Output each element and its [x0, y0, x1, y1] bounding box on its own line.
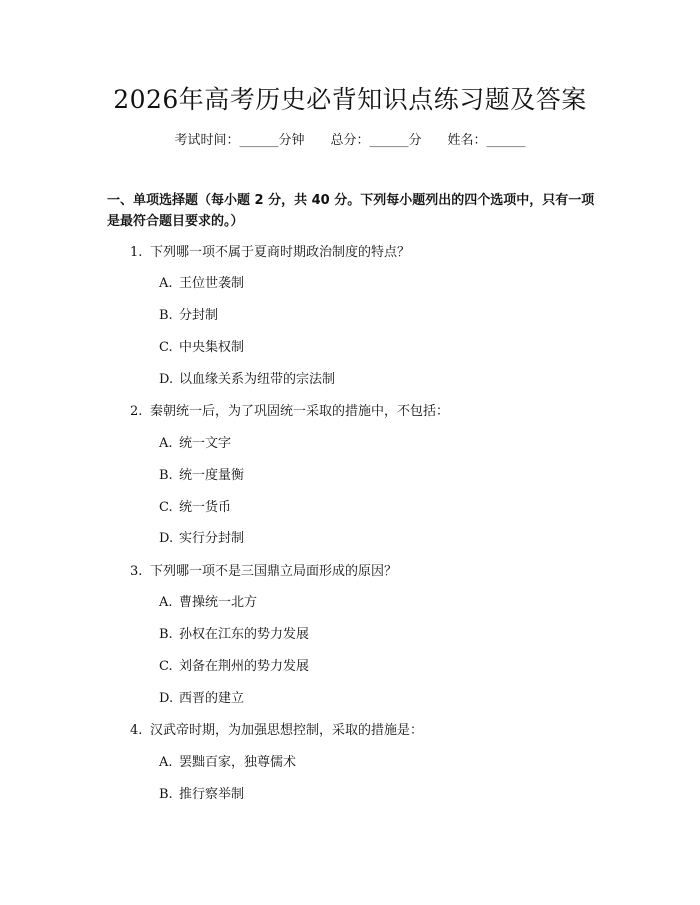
question-3-option-b: [159, 626, 309, 644]
question-4-option-a: [159, 754, 296, 772]
question-2-option-b: [159, 467, 244, 485]
question-2-option-a: [159, 435, 231, 453]
option-text: 分封制: [179, 308, 219, 323]
option-text: 王位世袭制: [179, 276, 245, 291]
question-text: 汉武帝时期，为加强思想控制，采取的措施是：: [150, 723, 424, 738]
option-text: 曹操统一北方: [179, 595, 258, 610]
question-4-option-b: [159, 786, 244, 804]
option-text: 罢黜百家，独尊儒术: [179, 755, 297, 770]
option-letter: A.: [159, 595, 173, 610]
option-text: 以血缘关系为纽带的宗法制: [179, 372, 336, 387]
page-title: 2026年高考历史必背知识点练习题及答案: [113, 85, 587, 114]
option-letter: C.: [159, 500, 173, 515]
option-letter: A.: [159, 436, 173, 451]
question-3-option-a: [159, 594, 257, 612]
option-letter: B.: [159, 627, 173, 642]
option-text: 西晋的建立: [179, 691, 245, 706]
question-number: 4.: [130, 723, 143, 738]
total-score-field: 总分：______分: [330, 133, 422, 148]
option-text: 孙权在江东的势力发展: [179, 627, 310, 642]
question-1-option-a: [159, 275, 244, 293]
name-field: 姓名：______: [447, 133, 526, 148]
question-1-option-d: [159, 371, 335, 389]
question-1-option-c: [159, 339, 244, 357]
option-letter: D.: [159, 691, 174, 706]
question-1: [130, 244, 410, 262]
option-letter: C.: [159, 659, 173, 674]
question-number: 3.: [130, 564, 143, 579]
option-text: 统一货币: [179, 500, 232, 515]
option-letter: B.: [159, 308, 173, 323]
question-number: 2.: [130, 404, 143, 419]
option-text: 统一文字: [179, 436, 232, 451]
question-3: [130, 563, 397, 581]
exam-meta: [0, 132, 700, 150]
question-1-option-b: [159, 307, 218, 325]
exam-time-field: 考试时间：______分钟: [174, 133, 305, 148]
section-heading: 一、单项选择题（每小题 2 分，共 40 分。下列每小题列出的四个选项中，只有一项是最符合题目要求的。）: [107, 193, 595, 229]
option-text: 中央集权制: [179, 340, 245, 355]
question-text: 下列哪一项不属于夏商时期政治制度的特点？: [150, 245, 411, 260]
question-2-option-d: [159, 530, 244, 548]
option-letter: D.: [159, 531, 174, 546]
question-2: [130, 403, 449, 421]
option-text: 统一度量衡: [179, 468, 245, 483]
question-2-option-c: [159, 499, 231, 517]
option-text: 实行分封制: [179, 531, 245, 546]
question-number: 1.: [130, 245, 143, 260]
question-text: 下列哪一项不是三国鼎立局面形成的原因？: [150, 564, 398, 579]
question-3-option-c: [159, 658, 309, 676]
question-3-option-d: [159, 690, 244, 708]
question-4: [130, 722, 423, 740]
question-text: 秦朝统一后，为了巩固统一采取的措施中，不包括：: [150, 404, 450, 419]
option-letter: A.: [159, 276, 173, 291]
option-letter: D.: [159, 372, 174, 387]
option-letter: C.: [159, 340, 173, 355]
option-letter: A.: [159, 755, 173, 770]
option-letter: B.: [159, 468, 173, 483]
option-text: 刘备在荆州的势力发展: [179, 659, 310, 674]
option-letter: B.: [159, 787, 173, 802]
option-text: 推行察举制: [179, 787, 245, 802]
